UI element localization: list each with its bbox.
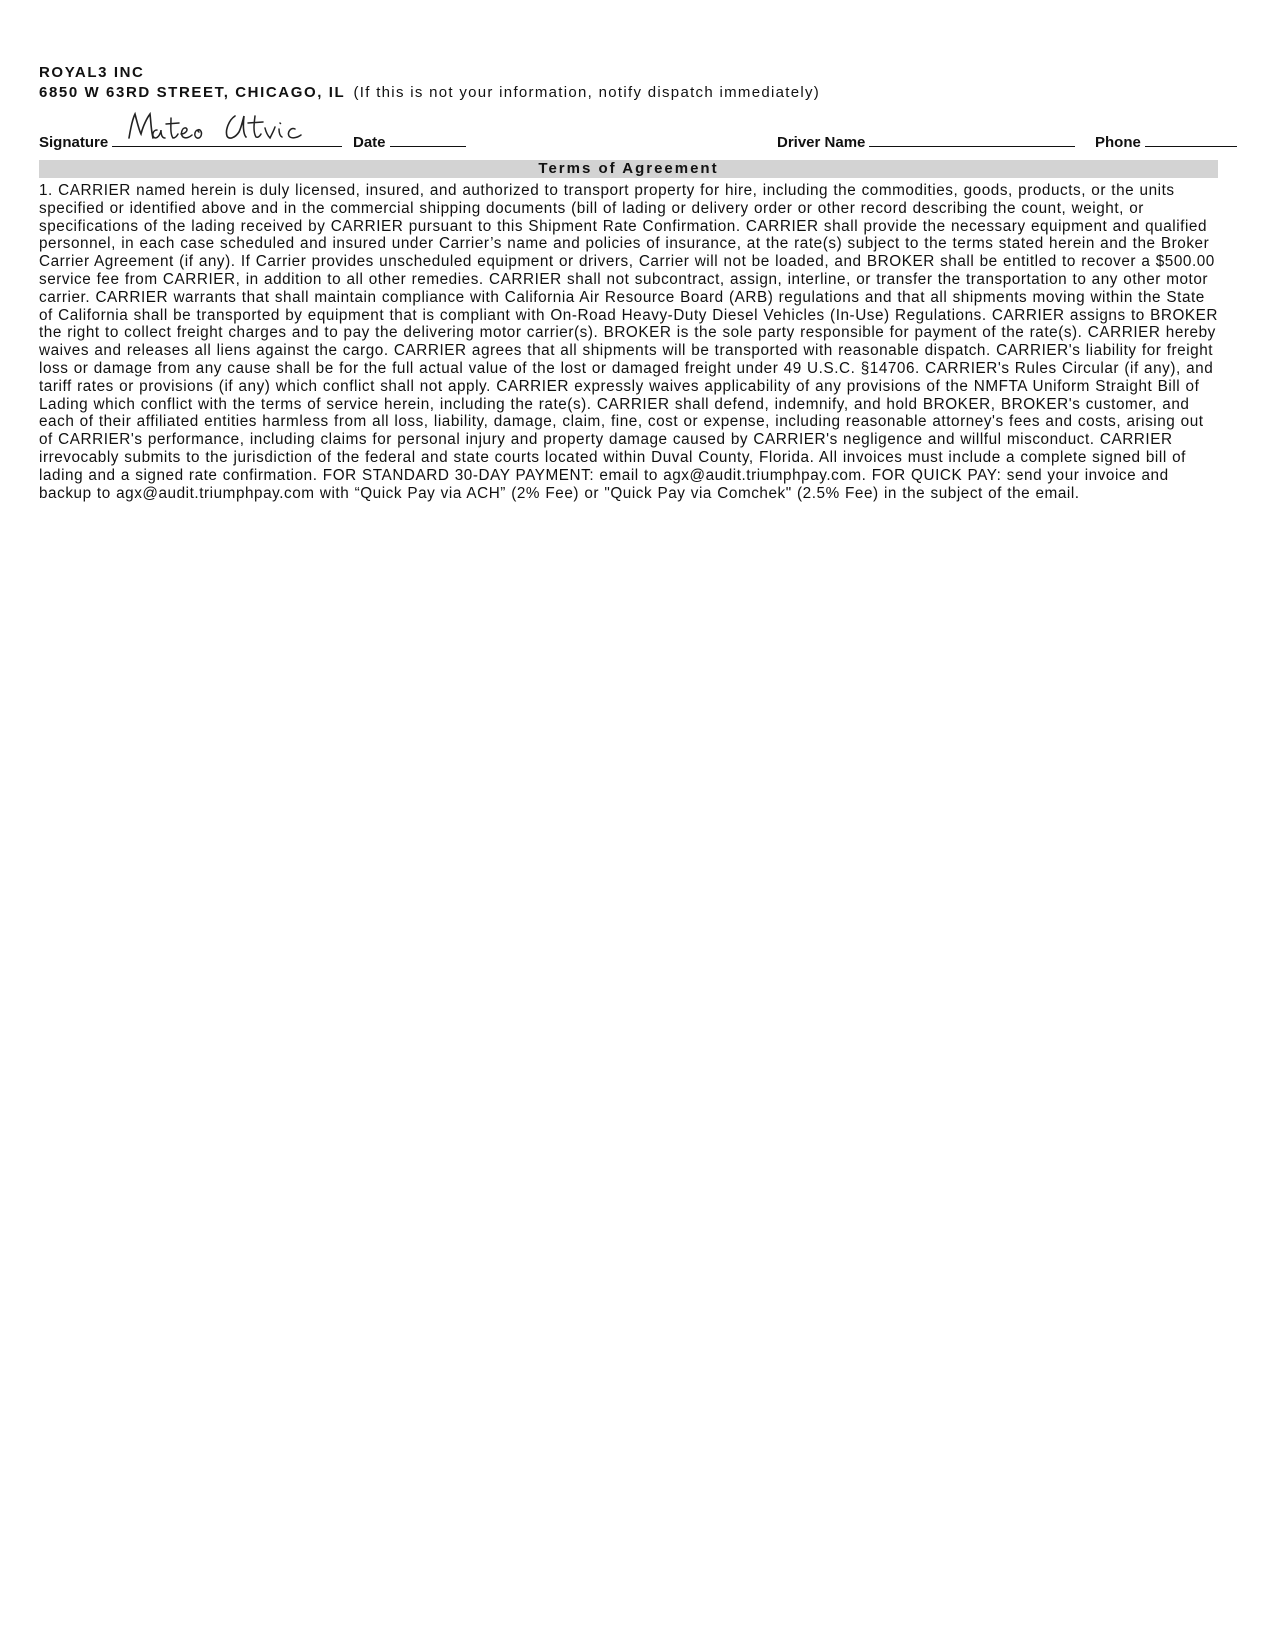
signature-label: Signature (39, 134, 109, 151)
signature-line[interactable] (112, 133, 342, 147)
terms-title: Terms of Agreement (39, 160, 1218, 178)
date-line[interactable] (390, 133, 466, 147)
document-page (39, 0, 1254, 1650)
dispatch-notice: (If this is not your information, notify dispatch immediately) (353, 84, 821, 101)
company-address: 6850 W 63RD STREET, CHICAGO, IL (39, 84, 346, 101)
driver-name-label: Driver Name (777, 134, 866, 151)
company-name: ROYAL3 INC (39, 64, 145, 81)
phone-field[interactable] (1095, 133, 1237, 151)
signature-row (39, 133, 1254, 153)
driver-name-line[interactable] (869, 133, 1075, 147)
date-field[interactable] (353, 133, 466, 151)
terms-body: 1. CARRIER named herein is duly licensed, insured, and authorized to transport property for hire, including the commodities, goods, products, or the units specified or identified above and in the commercial shipping documents (bill of lading or delivery order or other record describing the count, weight, or specifications of the lading received by CARRIER pursuant to this Shipment Rate Confirmation. CARRIER shall provide the necessary equipment and qualified personnel, in each case scheduled and insured under Carrier’s name and policies of insurance, at the rate(s) subject to the terms stated herein and the Broker Carrier Agreement (if any). If Carrier provides unscheduled equipment or drivers, Carrier will not be loaded, and BROKER shall be entitled to recover a $500.00 service fee from CARRIER, in addition to all other remedies. CARRIER shall not subcontract, assign, interline, or transfer the transportation to any other motor carrier. CARRIER warrants that shall maintain compliance with California Air Resource Board (ARB) regulations and that all shipments moving within the State of California shall be transported by equipment that is compliant with On-Road Heavy-Duty Diesel Vehicles (In-Use) Regulations. CARRIER assigns to BROKER the right to collect freight charges and to pay the delivering motor carrier(s). BROKER is the sole party responsible for payment of the rate(s). CARRIER hereby waives and releases all liens against the cargo. CARRIER agrees that all shipments will be transported with reasonable dispatch. CARRIER's liability for freight loss or damage from any cause shall be for the full actual value of the lost or damaged freight under 49 U.S.C. §14706. CARRIER's Rules Circular (if any), and tariff rates or provisions (if any) which conflict shall not apply. CARRIER expressly waives applicability of any provisions of the NMFTA Uniform Straight Bill of Lading which conflict with the terms of service herein, including the rate(s). CARRIER shall defend, indemnify, and hold BROKER, BROKER's customer, and each of their affiliated entities harmless from all loss, liability, damage, claim, fine, cost or expense, including reasonable attorney's fees and costs, arising out of CARRIER's performance, including claims for personal injury and property damage caused by CARRIER's negligence and willful misconduct. CARRIER irrevocably submits to the jurisdiction of the federal and state courts located within Duval County, Florida. All invoices must include a complete signed bill of lading and a signed rate confirmation. FOR STANDARD 30-DAY PAYMENT: email to agx@audit.triumphpay.com. FOR QUICK PAY: send your invoice and backup to agx@audit.triumphpay.com with “Quick Pay via ACH” (2% Fee) or "Quick Pay via Comchek" (2.5% Fee) in the subject of the email. (39, 182, 1219, 502)
signature-field[interactable] (39, 133, 342, 151)
address-line (39, 84, 820, 101)
phone-line[interactable] (1145, 133, 1237, 147)
driver-name-field[interactable] (777, 133, 1075, 151)
date-label: Date (353, 134, 386, 151)
phone-label: Phone (1095, 134, 1141, 151)
